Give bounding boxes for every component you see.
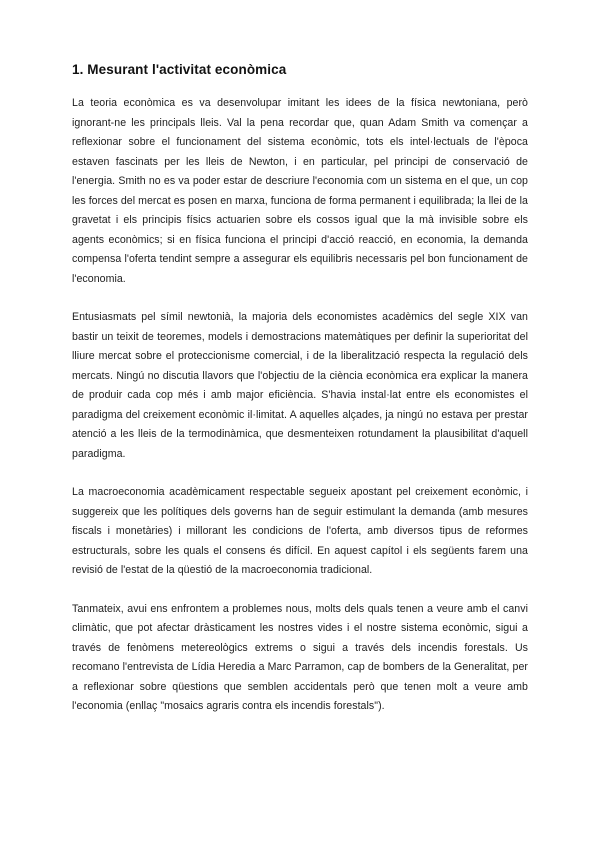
- section-title: 1. Mesurant l'activitat econòmica: [72, 62, 287, 77]
- document-page: [72, 62, 528, 736]
- paragraph-1: La teoria econòmica es va desenvolupar imitant les idees de la física newtoniana, però ignorant-ne les principals lleis. Val la pena recordar que, quan Adam Smith va començar a reflexionar sobre el funcionament del sistema econòmic, tots els intel·lectuals de l'època estaven fascinats per les lleis de Newton, i en particular, pel principi de conservació de l'energia. Smith no es va poder estar de descriure l'economia com un sistema en el que, un cop les forces del mercat es posen en marxa, funciona de forma permanent i equilibrada; la llei de la gravetat i els principis físics actuarien sobre els cossos igual que la mà invisible sobre els agents econòmics; si en física funciona el principi d'acció reacció, en economia, la demanda compensa l'oferta tendint sempre a assegurar els equilibris necessaris pel bon funcionament de l'economia.: [72, 97, 528, 285]
- paragraph-4: Tanmateix, avui ens enfrontem a problemes nous, molts dels quals tenen a veure amb el canvi climàtic, que pot afectar dràsticament les nostres vides i el nostre sistema econòmic, sigui a través de fenòmens metereològics extrems o sigui a través dels incendis forestals. Us recomano l'entrevista de Lídia Heredia a Marc Parramon, cap de bombers de la Generalitat, per a reflexionar sobre qüestions que semblen accidentals però que tenen molt a veure amb l'economia (enllaç "mosaics agraris contra els incendis forestals").: [72, 602, 528, 712]
- paragraph-2: Entusiasmats pel símil newtonià, la majoria dels economistes acadèmics del segle XIX van bastir un teixit de teoremes, models i demostracions matemàtiques per definir la superioritat del lliure mercat sobre el proteccionisme comercial, i de la liberalització respecta la regulació dels mercats. Ningú no discutia llavors que l'objectiu de la ciència econòmica era explicar la manera de produir cada cop més i amb major eficiència. S'havia instal·lat entre els economistes el paradigma del creixement econòmic il·limitat. A aquelles alçades, ja ningú no estava per prestar atenció a les lleis de la termodinàmica, que desmenteixen rotundament la plausibilitat d'aquell paradigma.: [72, 311, 528, 460]
- paragraph-3: La macroeconomia acadèmicament respectable segueix apostant pel creixement econòmic, i suggereix que les polítiques dels governs han de seguir estimulant la demanda (amb mesures fiscals i monetàries) i millorant les condicions de l'oferta, amb diversos tipus de reformes estructurals, sobre les quals el consens és difícil. En aquest capítol i els següents farem una revisió de l'estat de la qüestió de la macroeconomia tradicional.: [72, 486, 528, 576]
